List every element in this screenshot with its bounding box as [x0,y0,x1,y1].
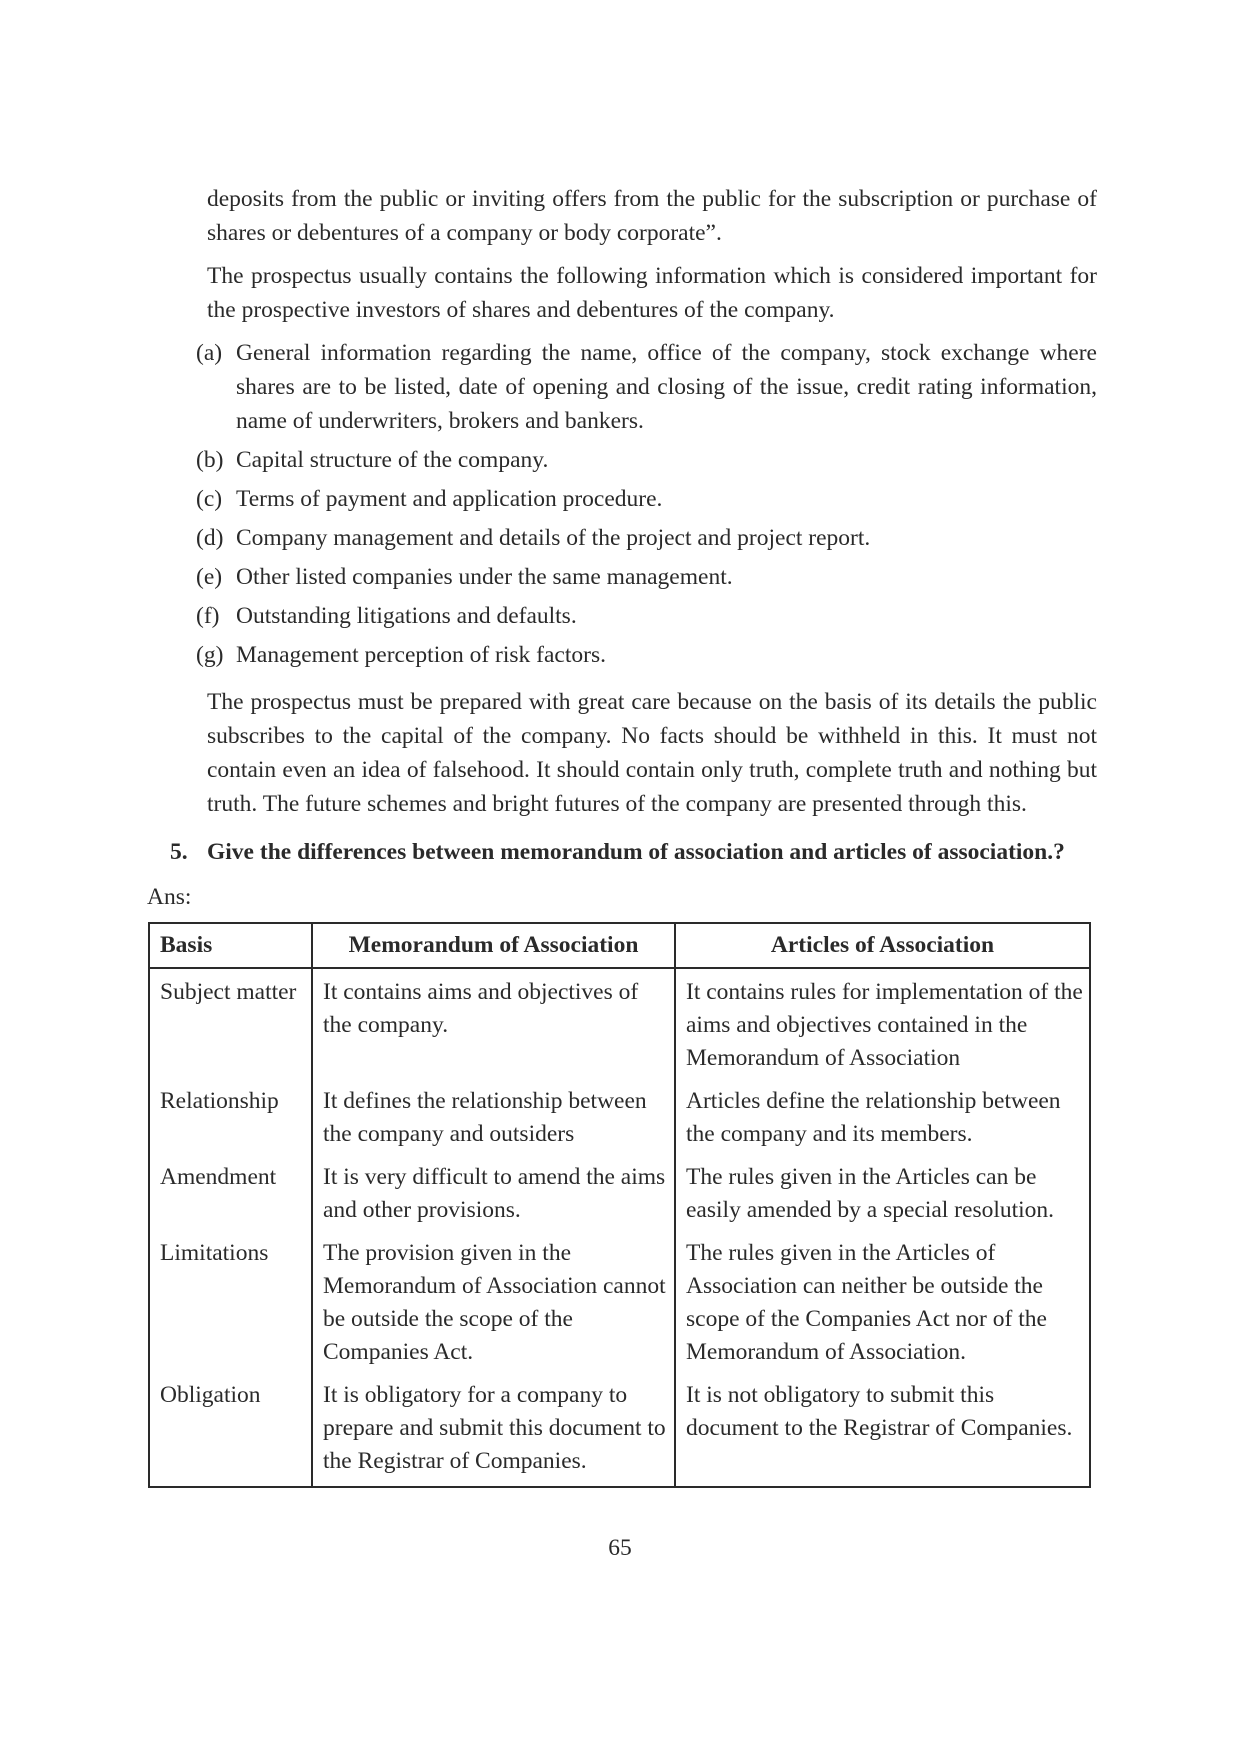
cell-memorandum: It defines the relationship between the company and outsiders [312,1078,675,1154]
list-marker: (d) [196,525,224,551]
intro-continuation: deposits from the public or inviting offers from the public for the subscription or purchase of shares or debentures of a company or body corporate”. [207,186,1097,246]
list-item [196,599,1097,633]
list-marker: (f) [196,603,220,629]
list-item [196,521,1097,555]
cell-articles: It contains rules for implementation of the aims and objectives contained in the Memorandum of Association [675,968,1090,1078]
list-item-text: Other listed companies under the same management. [236,564,733,590]
cell-basis: Subject matter [149,968,312,1078]
header-memorandum: Memorandum of Association [312,923,675,968]
answer-label: Ans: [147,884,192,910]
list-item [196,482,1097,516]
cell-articles: It is not obligatory to submit this document to the Registrar of Companies. [675,1372,1090,1487]
list-marker: (b) [196,447,224,473]
question-heading [170,835,1100,869]
list-item [196,443,1097,477]
page-number: 65 [608,1535,632,1561]
table-row [149,1078,1090,1154]
list-marker: (c) [196,486,223,512]
cell-memorandum: The provision given in the Memorandum of Association cannot be outside the scope of the Companies Act. [312,1230,675,1372]
cell-memorandum: It contains aims and objectives of the company. [312,968,675,1078]
table-row [149,1154,1090,1230]
cell-memorandum: It is obligatory for a company to prepare and submit this document to the Registrar of Companies. [312,1372,675,1487]
list-item [196,560,1097,594]
list-item-text: Company management and details of the project and project report. [236,525,871,551]
list-item-text: Outstanding litigations and defaults. [236,603,577,629]
cell-basis: Limitations [149,1230,312,1372]
cell-basis: Obligation [149,1372,312,1487]
cell-memorandum: It is very difficult to amend the aims and other provisions. [312,1154,675,1230]
table-row [149,968,1090,1078]
list-item-text: Terms of payment and application procedure. [236,486,663,512]
header-articles: Articles of Association [675,923,1090,968]
question-text: Give the differences between memorandum of association and articles of association.? [207,839,1065,865]
list-marker: (e) [196,564,223,590]
cell-articles: The rules given in the Articles can be easily amended by a special resolution. [675,1154,1090,1230]
header-basis: Basis [149,923,312,968]
table-row [149,1230,1090,1372]
differences-table [148,922,1091,1488]
list-item [196,638,1097,672]
cell-basis: Amendment [149,1154,312,1230]
list-marker: (g) [196,642,224,668]
prospectus-info-list [196,336,1097,677]
table-header-row [149,923,1090,968]
list-item [196,336,1097,438]
list-item-text: Capital structure of the company. [236,447,549,473]
cell-articles: Articles define the relationship between the company and its members. [675,1078,1090,1154]
list-item-text: Management perception of risk factors. [236,642,606,668]
intro-lead: The prospectus usually contains the following information which is considered important for the prospective investors of shares and debentures of the company. [207,263,1097,323]
cell-articles: The rules given in the Articles of Association can neither be outside the scope of the Companies Act nor of the Memorandum of Association. [675,1230,1090,1372]
conclusion-paragraph: The prospectus must be prepared with great care because on the basis of its details the public subscribes to the capital of the company. No facts should be withheld in this. It must not contain even an idea of falsehood. It should contain only truth, complete truth and nothing but truth. The future schemes and bright futures of the company are presented through this. [207,689,1097,817]
list-marker: (a) [196,340,223,366]
table-row [149,1372,1090,1487]
question-number: 5. [170,839,188,865]
cell-basis: Relationship [149,1078,312,1154]
list-item-text: General information regarding the name, office of the company, stock exchange where shares are to be listed, date of opening and closing of the issue, credit rating information, name of underwriters, brokers and bankers. [236,340,1097,434]
